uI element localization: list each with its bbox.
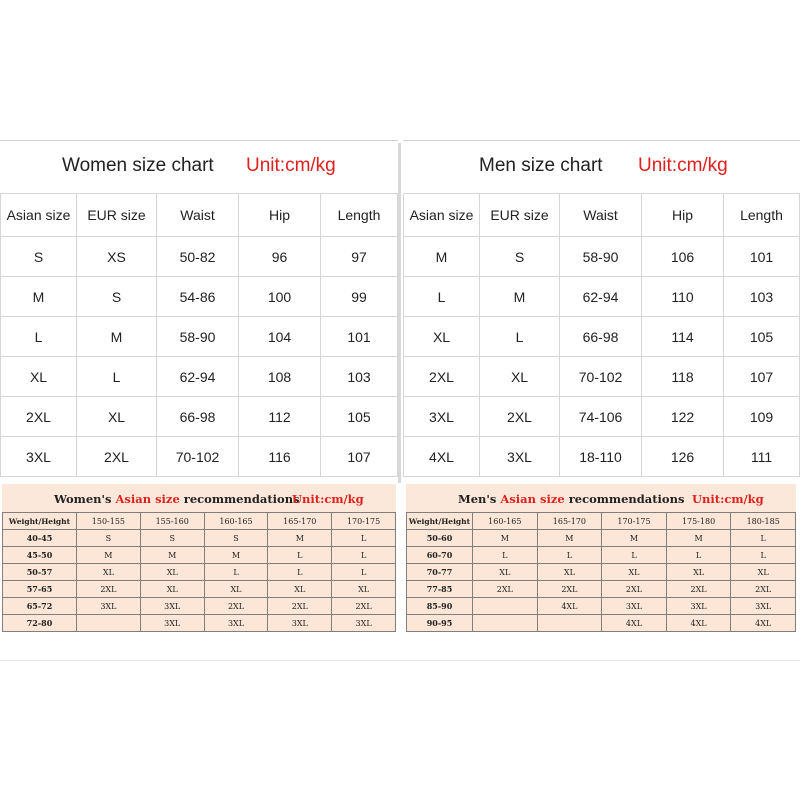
table-cell: 105 <box>724 317 800 357</box>
table-cell: 109 <box>724 397 800 437</box>
recommended-size: S <box>77 530 141 547</box>
recommended-size: 2XL <box>602 581 667 598</box>
table-cell: 66-98 <box>560 317 642 357</box>
weight-range: 77-85 <box>407 581 473 598</box>
recommended-size: XL <box>473 564 538 581</box>
table-cell: M <box>480 277 560 317</box>
recommended-size: XL <box>140 564 204 581</box>
table-cell: 99 <box>321 277 398 317</box>
recommended-size: M <box>473 530 538 547</box>
recommended-size: L <box>537 547 602 564</box>
men-size-rows <box>404 237 800 477</box>
table-cell: XL <box>480 357 560 397</box>
men-rec-title <box>406 484 796 512</box>
table-cell: 111 <box>724 437 800 477</box>
recommended-size: L <box>332 530 396 547</box>
recommended-size: 3XL <box>602 598 667 615</box>
table-cell: 50-82 <box>157 237 239 277</box>
women-rec-title <box>2 484 396 512</box>
table-cell: 3XL <box>480 437 560 477</box>
recommended-size: L <box>731 547 796 564</box>
men-rec-rows <box>407 530 796 632</box>
women-rec-title-suffix: recommendations <box>179 492 300 506</box>
table-row <box>1 397 398 437</box>
recommended-size: S <box>204 530 268 547</box>
height-header: 165-170 <box>537 513 602 530</box>
table-row <box>404 317 800 357</box>
men-rec-unit: Unit:cm/kg <box>692 492 764 506</box>
table-cell: XL <box>404 317 480 357</box>
table-row <box>404 237 800 277</box>
weight-range: 50-60 <box>407 530 473 547</box>
table-cell: 2XL <box>480 397 560 437</box>
recommended-size <box>77 615 141 632</box>
table-cell: 100 <box>239 277 321 317</box>
women-size-recommendations <box>2 484 396 628</box>
table-cell: S <box>1 237 77 277</box>
recommended-size: 4XL <box>666 615 731 632</box>
table-cell: 96 <box>239 237 321 277</box>
rec-row <box>407 564 796 581</box>
recommended-size: L <box>332 564 396 581</box>
divider <box>0 660 800 661</box>
recommended-size: 4XL <box>537 598 602 615</box>
rec-row <box>407 581 796 598</box>
column-header: Waist <box>157 194 239 237</box>
men-rec-title-highlight: Asian size <box>500 492 565 506</box>
column-header: Asian size <box>1 194 77 237</box>
recommended-size: 2XL <box>666 581 731 598</box>
table-cell: 58-90 <box>157 317 239 357</box>
height-header: 175-180 <box>666 513 731 530</box>
rec-header-row <box>407 513 796 530</box>
height-header: 160-165 <box>204 513 268 530</box>
height-header: 160-165 <box>473 513 538 530</box>
recommended-size: 2XL <box>204 598 268 615</box>
table-cell: 114 <box>642 317 724 357</box>
table-row <box>1 437 398 477</box>
recommended-size: 4XL <box>602 615 667 632</box>
table-cell: 74-106 <box>560 397 642 437</box>
weight-range: 85-90 <box>407 598 473 615</box>
recommended-size: XL <box>537 564 602 581</box>
table-cell: 18-110 <box>560 437 642 477</box>
table-cell: L <box>77 357 157 397</box>
recommended-size: L <box>731 530 796 547</box>
recommended-size: M <box>602 530 667 547</box>
table-cell: 105 <box>321 397 398 437</box>
women-chart-header <box>0 140 398 193</box>
table-cell: 104 <box>239 317 321 357</box>
recommended-size: L <box>332 547 396 564</box>
recommended-size: L <box>268 564 332 581</box>
recommended-size: M <box>537 530 602 547</box>
column-header: Asian size <box>404 194 480 237</box>
recommended-size <box>537 615 602 632</box>
table-cell: 70-102 <box>560 357 642 397</box>
women-chart-title: Women size chart <box>62 155 214 176</box>
recommended-size: 2XL <box>268 598 332 615</box>
women-size-table <box>0 193 398 477</box>
men-size-table <box>403 193 800 477</box>
women-rec-title-prefix: Women's <box>54 492 116 506</box>
recommended-size: XL <box>77 564 141 581</box>
table-row <box>404 397 800 437</box>
table-cell: S <box>77 277 157 317</box>
table-cell: 126 <box>642 437 724 477</box>
column-header: Length <box>724 194 800 237</box>
table-cell: 107 <box>321 437 398 477</box>
women-size-chart <box>0 140 398 477</box>
table-cell: 2XL <box>404 357 480 397</box>
table-cell: XS <box>77 237 157 277</box>
height-header: 170-175 <box>602 513 667 530</box>
table-cell: L <box>480 317 560 357</box>
recommended-size: 3XL <box>77 598 141 615</box>
recommended-size: XL <box>666 564 731 581</box>
recommended-size: 3XL <box>140 615 204 632</box>
recommended-size: 2XL <box>332 598 396 615</box>
rec-row <box>3 598 396 615</box>
table-cell: L <box>404 277 480 317</box>
table-cell: 2XL <box>1 397 77 437</box>
women-rec-title-highlight: Asian size <box>115 492 180 506</box>
table-cell: 107 <box>724 357 800 397</box>
rec-row <box>407 598 796 615</box>
men-chart-unit: Unit:cm/kg <box>638 155 728 176</box>
recommended-size: 2XL <box>731 581 796 598</box>
recommended-size: 3XL <box>204 615 268 632</box>
recommended-size: L <box>268 547 332 564</box>
table-cell: 106 <box>642 237 724 277</box>
table-cell: M <box>1 277 77 317</box>
table-cell: 103 <box>724 277 800 317</box>
rec-row <box>3 581 396 598</box>
table-cell: 58-90 <box>560 237 642 277</box>
table-cell: 62-94 <box>157 357 239 397</box>
table-cell: 108 <box>239 357 321 397</box>
rec-row <box>407 615 796 632</box>
recommended-size: XL <box>204 581 268 598</box>
women-rec-table <box>2 512 396 632</box>
rec-header-row <box>3 513 396 530</box>
weight-range: 90-95 <box>407 615 473 632</box>
recommended-size: 3XL <box>666 598 731 615</box>
height-header: 180-185 <box>731 513 796 530</box>
men-chart-header <box>403 140 800 193</box>
table-cell: 3XL <box>1 437 77 477</box>
recommended-size: 2XL <box>77 581 141 598</box>
recommended-size: XL <box>140 581 204 598</box>
table-cell: 118 <box>642 357 724 397</box>
table-cell: XL <box>77 397 157 437</box>
table-cell: 101 <box>321 317 398 357</box>
table-cell: 3XL <box>404 397 480 437</box>
recommended-size: L <box>602 547 667 564</box>
rec-row <box>407 547 796 564</box>
recommended-size: M <box>204 547 268 564</box>
table-row <box>404 437 800 477</box>
table-cell: M <box>77 317 157 357</box>
rec-row <box>3 530 396 547</box>
men-rec-title-suffix: recommendations <box>564 492 685 506</box>
recommended-size: 3XL <box>332 615 396 632</box>
table-cell: 97 <box>321 237 398 277</box>
recommended-size: 2XL <box>473 581 538 598</box>
recommended-size <box>473 598 538 615</box>
weight-range: 70-77 <box>407 564 473 581</box>
column-header: Hip <box>239 194 321 237</box>
recommended-size: M <box>268 530 332 547</box>
table-cell: 112 <box>239 397 321 437</box>
height-header: 170-175 <box>332 513 396 530</box>
table-cell: 110 <box>642 277 724 317</box>
recommended-size: 2XL <box>537 581 602 598</box>
weight-range: 50-57 <box>3 564 77 581</box>
table-cell: 54-86 <box>157 277 239 317</box>
recommended-size: XL <box>731 564 796 581</box>
table-cell: 4XL <box>404 437 480 477</box>
weight-range: 65-72 <box>3 598 77 615</box>
rec-row <box>407 530 796 547</box>
column-header: EUR size <box>77 194 157 237</box>
table-row <box>1 317 398 357</box>
table-row <box>404 277 800 317</box>
men-size-chart <box>403 140 800 477</box>
height-header: 150-155 <box>77 513 141 530</box>
weight-height-corner: Weight/Height <box>3 513 77 530</box>
weight-range: 72-80 <box>3 615 77 632</box>
table-cell: 70-102 <box>157 437 239 477</box>
height-header: 155-160 <box>140 513 204 530</box>
weight-height-corner: Weight/Height <box>407 513 473 530</box>
table-cell: 122 <box>642 397 724 437</box>
women-rec-unit: Unit:cm/kg <box>292 492 364 506</box>
table-header-row <box>404 194 800 237</box>
recommended-size: 3XL <box>140 598 204 615</box>
recommended-size: L <box>666 547 731 564</box>
men-size-recommendations <box>406 484 796 630</box>
men-rec-table <box>406 512 796 632</box>
recommended-size: 4XL <box>731 615 796 632</box>
column-header: EUR size <box>480 194 560 237</box>
column-header: Hip <box>642 194 724 237</box>
recommended-size: M <box>666 530 731 547</box>
recommended-size: XL <box>332 581 396 598</box>
men-rec-title-prefix: Men's <box>458 492 501 506</box>
table-cell: 2XL <box>77 437 157 477</box>
column-header: Length <box>321 194 398 237</box>
table-cell: S <box>480 237 560 277</box>
recommended-size: 3XL <box>268 615 332 632</box>
table-cell: 101 <box>724 237 800 277</box>
recommended-size: 3XL <box>731 598 796 615</box>
table-row <box>1 237 398 277</box>
height-header: 165-170 <box>268 513 332 530</box>
table-cell: 66-98 <box>157 397 239 437</box>
recommended-size: S <box>140 530 204 547</box>
women-chart-unit: Unit:cm/kg <box>246 155 336 176</box>
recommended-size: M <box>140 547 204 564</box>
table-cell: 62-94 <box>560 277 642 317</box>
table-header-row <box>1 194 398 237</box>
rec-row <box>3 615 396 632</box>
column-header: Waist <box>560 194 642 237</box>
table-cell: M <box>404 237 480 277</box>
women-size-rows <box>1 237 398 477</box>
table-row <box>1 357 398 397</box>
recommended-size: M <box>77 547 141 564</box>
table-row <box>1 277 398 317</box>
table-cell: 116 <box>239 437 321 477</box>
table-cell: L <box>1 317 77 357</box>
weight-range: 57-65 <box>3 581 77 598</box>
rec-row <box>3 547 396 564</box>
weight-range: 45-50 <box>3 547 77 564</box>
weight-range: 60-70 <box>407 547 473 564</box>
recommended-size: L <box>473 547 538 564</box>
table-cell: 103 <box>321 357 398 397</box>
women-rec-rows <box>3 530 396 632</box>
table-cell: XL <box>1 357 77 397</box>
weight-range: 40-45 <box>3 530 77 547</box>
men-chart-title: Men size chart <box>479 155 603 176</box>
vertical-divider <box>398 143 401 483</box>
recommended-size: L <box>204 564 268 581</box>
recommended-size: XL <box>268 581 332 598</box>
rec-row <box>3 564 396 581</box>
recommended-size <box>473 615 538 632</box>
table-row <box>404 357 800 397</box>
recommended-size: XL <box>602 564 667 581</box>
